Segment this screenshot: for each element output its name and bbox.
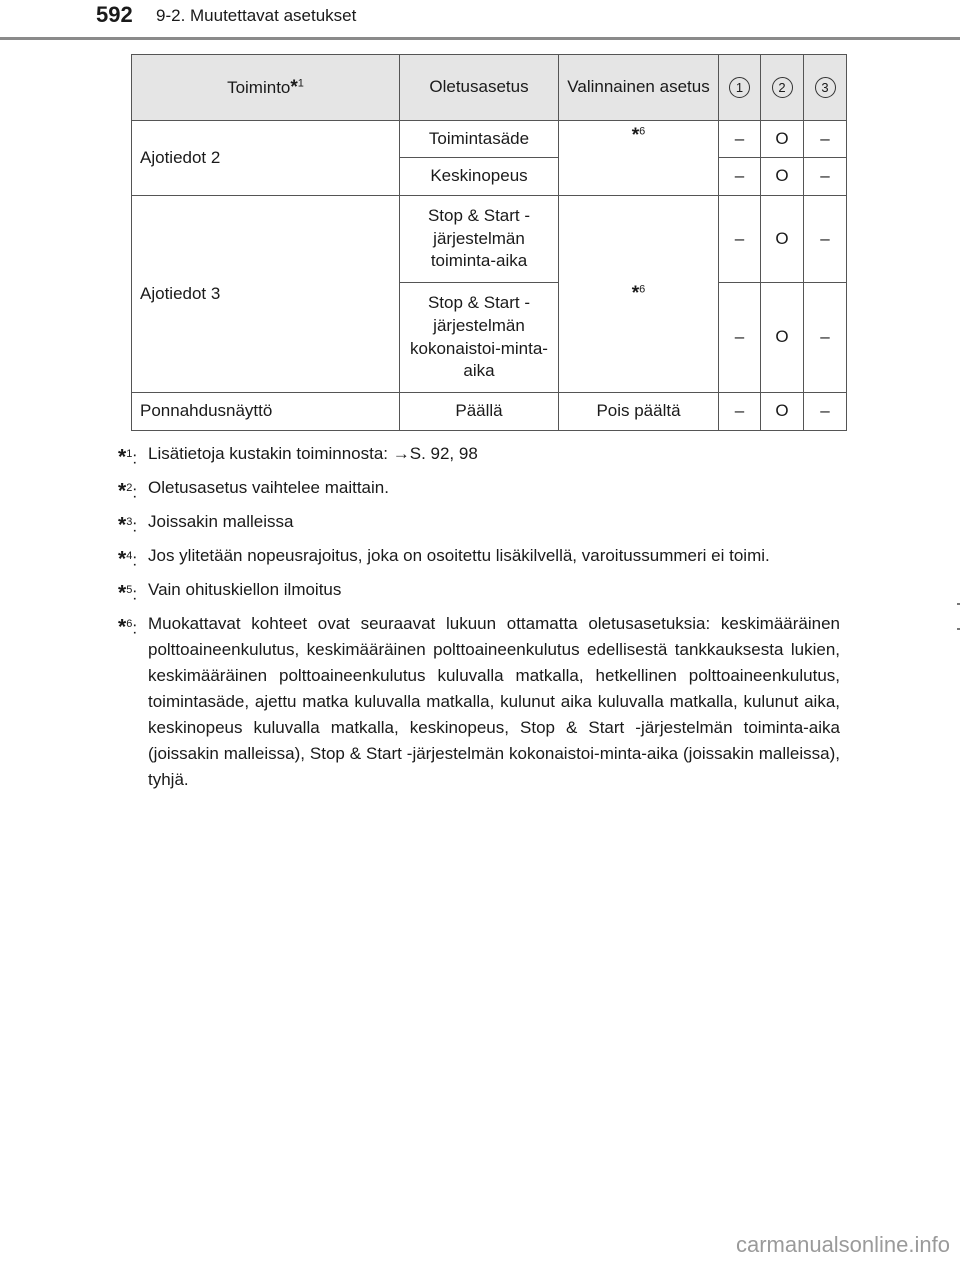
- cell-col-1: –: [719, 283, 761, 393]
- footnote-star-icon: *: [118, 615, 127, 639]
- footnote-2: *$^2$: Oletusasetus vaihtelee maittain.: [118, 478, 389, 503]
- cell-col-1: –: [719, 196, 761, 283]
- footnotes: [118, 441, 840, 801]
- footnote-star-icon: *: [631, 283, 640, 305]
- cell-keskinopeus: Keskinopeus: [400, 158, 559, 196]
- cell-col-3: –: [804, 393, 847, 431]
- cell-col-2: O: [761, 196, 804, 283]
- footnote-star-icon: *: [118, 513, 127, 537]
- header-rule: [0, 37, 960, 40]
- footnote-5: *$^5$: Vain ohituskiellon ilmoitus: [118, 580, 342, 605]
- cell-col-3: –: [804, 196, 847, 283]
- footnote-star-icon: *: [290, 76, 298, 98]
- footnote-1: *$^1$: Lisätietoja kustakin toiminnosta: →S. 92, 98: [118, 444, 478, 469]
- header-col-3: [804, 55, 847, 121]
- cell-note-6: *$^6$: [559, 121, 719, 196]
- cell-note-6: *$^6$: [559, 196, 719, 393]
- cell-optional-pois-paalta: Pois päältä: [559, 393, 719, 431]
- watermark: carmanualsonline.info: [735, 1232, 950, 1257]
- section-title: 9-2. Muutettavat asetukset: [156, 6, 357, 25]
- cell-col-2: O: [761, 158, 804, 196]
- header-col-2: [761, 55, 804, 121]
- header-optional: Valinnainen asetus: [559, 55, 719, 121]
- footnote-3: *$^3$: Joissakin malleissa: [118, 512, 294, 537]
- row-label-ponnahdusnaytto: Ponnahdusnäyttö: [132, 393, 400, 431]
- footnote-star-icon: *: [118, 479, 127, 503]
- table-row: [132, 196, 847, 283]
- table-header-row: [132, 55, 847, 121]
- cell-col-3: –: [804, 283, 847, 393]
- cell-col-2: O: [761, 393, 804, 431]
- cell-col-3: –: [804, 158, 847, 196]
- settings-table: [131, 54, 847, 431]
- cell-col-2: O: [761, 121, 804, 158]
- header-col-1: [719, 55, 761, 121]
- table-row: [132, 121, 847, 158]
- row-label-ajotiedot-3: Ajotiedot 3: [132, 196, 400, 393]
- cell-col-1: –: [719, 121, 761, 158]
- cell-default-paalla: Päällä: [400, 393, 559, 431]
- footnote-6: *$^6$: Muokattavat kohteet ovat seuraavat lukuun ottamatta oletusasetuksia: keskimääräinen polttoaineenkulutus, keskimääräinen polttoaineenkulutus edellisestä tankkauksesta lukien, keskimääräinen polttoaineenkulutus kuluvalla matkalla, hetkellinen polttoaineenkulutus, toimintasäde, ajettu matka kuluvalla matkalla, kulunut aika kuluvalla matkalla, kulunut aika, keskinopeus kuluvalla matkalla, keskinopeus, Stop & Start -järjestelmän toiminta-aika (joissakin malleissa), Stop & Start -järjestelmän kokonaistoi-minta-aika (joissakin malleissa), tyhjä.: [118, 614, 840, 789]
- cell-col-3: –: [804, 121, 847, 158]
- header-default: Oletusasetus: [400, 55, 559, 121]
- footnote-star-icon: *: [631, 125, 640, 146]
- cell-col-1: –: [719, 158, 761, 196]
- cell-stop-start-toiminta-aika: Stop & Start -järjestelmän toiminta-aika: [400, 196, 559, 283]
- cell-stop-start-kokonaistoiminta-aika: Stop & Start -järjestelmän kokonaistoi-minta-aika: [400, 283, 559, 393]
- table-row: [132, 393, 847, 431]
- footnote-4: *$^4$: Jos ylitetään nopeusrajoitus, joka on osoitettu lisäkilvellä, varoitussummeri ei toimi.: [118, 546, 770, 571]
- cell-col-2: O: [761, 283, 804, 393]
- row-label-ajotiedot-2: Ajotiedot 2: [132, 121, 400, 196]
- cell-col-1: –: [719, 393, 761, 431]
- circled-number-2: 2: [772, 77, 793, 98]
- footnote-star-icon: *: [118, 547, 127, 571]
- footnote-star-icon: *: [118, 581, 127, 605]
- circled-number-3: 3: [815, 77, 836, 98]
- circled-number-1: 1: [729, 77, 750, 98]
- header-function: Toiminto*$^1$: [132, 55, 400, 121]
- cell-toimintasade: Toimintasäde: [400, 121, 559, 158]
- footnote-star-icon: *: [118, 445, 127, 469]
- page-number: 592: [96, 2, 133, 27]
